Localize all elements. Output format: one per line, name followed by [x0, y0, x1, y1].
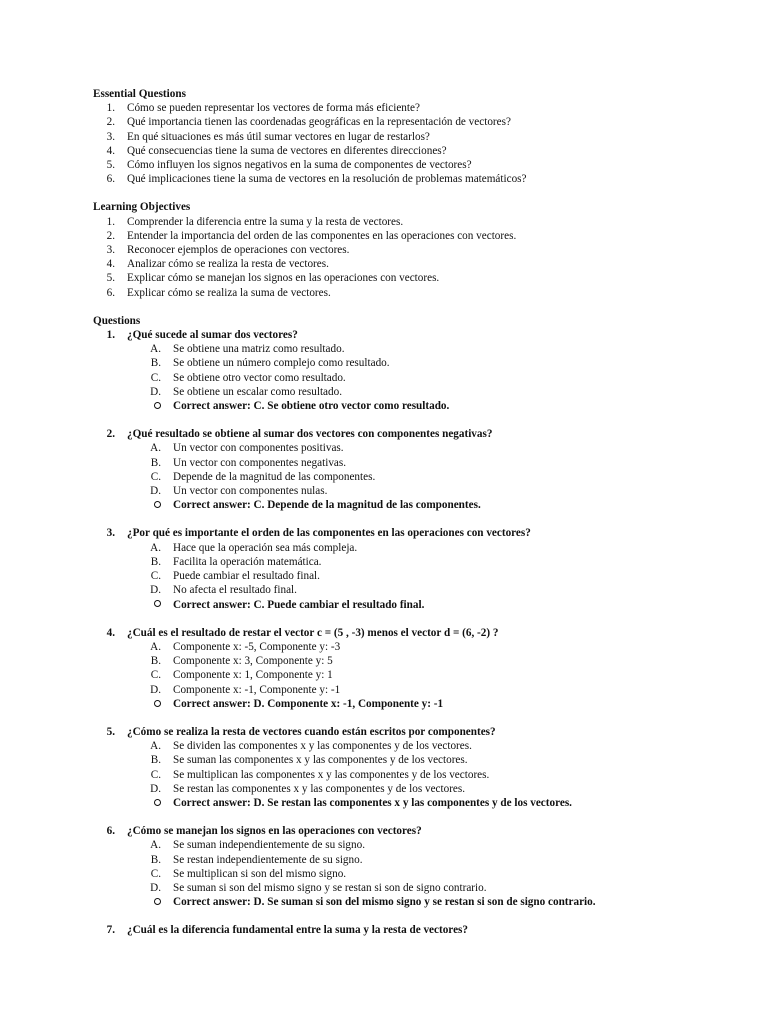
list-item: 6. Qué implicaciones tiene la suma de vectores en la resolución de problemas matemáticos?: [106, 173, 527, 186]
option-item: C. Se obtiene otro vector como resultado.: [150, 371, 346, 384]
option-item: D. No afecta el resultado final.: [150, 584, 297, 597]
option-item: C. Puede cambiar el resultado final.: [150, 570, 320, 583]
list-item: 1. Cómo se pueden representar los vectores de forma más eficiente?: [106, 102, 420, 115]
correct-answer: Correct answer: D. Se suman si son del mismo signo y se restan si son de signo contrario.: [93, 895, 768, 909]
option-item: A. Un vector con componentes positivas.: [150, 442, 344, 455]
option-item: B. Se restan independientemente de su signo.: [150, 853, 363, 866]
question-item: [93, 626, 768, 711]
circle-bullet-icon: [154, 700, 161, 707]
option-item: A. Componente x: -5, Componente y: -3: [150, 640, 341, 653]
essential-questions-list: [93, 101, 768, 186]
option-item: A. Se dividen las componentes x y las componentes y de los vectores.: [150, 740, 472, 753]
question-item: [93, 923, 768, 937]
option-item: D. Un vector con componentes nulas.: [150, 485, 328, 498]
circle-bullet-icon: [154, 600, 161, 607]
correct-answer: Correct answer: C. Puede cambiar el resultado final.: [93, 598, 768, 612]
question-item: [93, 725, 768, 810]
option-item: B. Se obtiene un número complejo como resultado.: [150, 357, 390, 370]
essential-questions-heading: Essential Questions: [93, 88, 186, 100]
list-item: 1. Comprender la diferencia entre la suma y la resta de vectores.: [106, 215, 404, 228]
correct-answer: Correct answer: C. Depende de la magnitud de las componentes.: [93, 498, 768, 512]
list-item: 4. Qué consecuencias tiene la suma de vectores en diferentes direcciones?: [106, 144, 447, 157]
options-list: [93, 441, 768, 512]
options-list: [93, 838, 768, 909]
option-item: A. Se suman independientemente de su signo.: [150, 839, 366, 852]
list-item: 5. Cómo influyen los signos negativos en la suma de componentes de vectores?: [106, 159, 472, 172]
correct-answer: Correct answer: C. Se obtiene otro vector como resultado.: [93, 399, 768, 413]
option-item: B. Facilita la operación matemática.: [150, 555, 322, 568]
list-item: 5. Explicar cómo se manejan los signos en las operaciones con vectores.: [106, 272, 440, 285]
option-item: C. Se multiplican si son del mismo signo.: [150, 867, 347, 880]
options-list: [93, 739, 768, 810]
circle-bullet-icon: [154, 898, 161, 905]
options-list: [93, 640, 768, 711]
question-text: 4. ¿Cuál es el resultado de restar el vector c = (5 , -3) menos el vector d = (6, -2) ?: [106, 626, 499, 639]
option-item: D. Componente x: -1, Componente y: -1: [150, 683, 341, 696]
option-item: D. Se restan las componentes x y las componentes y de los vectores.: [150, 782, 466, 795]
question-item: [93, 427, 768, 512]
question-text: 6. ¿Cómo se manejan los signos en las operaciones con vectores?: [106, 825, 422, 838]
circle-bullet-icon: [154, 402, 161, 409]
list-item: 3. En qué situaciones es más útil sumar vectores en lugar de restarlos?: [106, 130, 430, 143]
option-item: B. Un vector con componentes negativas.: [150, 456, 347, 469]
option-item: D. Se suman si son del mismo signo y se restan si son de signo contrario.: [150, 881, 487, 894]
list-item: 2. Entender la importancia del orden de las componentes en las operaciones con vectores.: [106, 229, 517, 242]
question-text: 3. ¿Por qué es importante el orden de las componentes en las operaciones con vectores?: [106, 527, 531, 540]
question-text: 2. ¿Qué resultado se obtiene al sumar dos vectores con componentes negativas?: [106, 428, 493, 441]
options-list: [93, 342, 768, 413]
learning-objectives-list: [93, 215, 768, 300]
list-item: 6. Explicar cómo se realiza la suma de vectores.: [106, 286, 331, 299]
list-item: 4. Analizar cómo se realiza la resta de vectores.: [106, 258, 329, 271]
option-item: B. Se suman las componentes x y las componentes y de los vectores.: [150, 754, 468, 767]
question-text: 1. ¿Qué sucede al sumar dos vectores?: [106, 329, 298, 342]
options-list: [93, 541, 768, 612]
option-item: C. Componente x: 1, Componente y: 1: [150, 669, 333, 682]
question-item: [93, 824, 768, 909]
option-item: A. Hace que la operación sea más compleja.: [150, 541, 358, 554]
question-text: 5. ¿Cómo se realiza la resta de vectores cuando están escritos por componentes?: [106, 725, 496, 738]
option-item: B. Componente x: 3, Componente y: 5: [150, 655, 333, 668]
learning-objectives-heading: Learning Objectives: [93, 201, 191, 214]
question-text: 7. ¿Cuál es la diferencia fundamental entre la suma y la resta de vectores?: [106, 924, 468, 937]
option-item: A. Se obtiene una matriz como resultado.: [150, 343, 345, 356]
list-item: 2. Qué importancia tienen las coordenadas geográficas en la representación de vectores?: [106, 116, 511, 129]
option-item: D. Se obtiene un escalar como resultado.: [150, 385, 342, 398]
questions-heading: Questions: [93, 314, 141, 327]
list-item: 3. Reconocer ejemplos de operaciones con vectores.: [106, 244, 350, 257]
circle-bullet-icon: [154, 501, 161, 508]
question-item: [93, 328, 768, 413]
correct-answer: Correct answer: D. Se restan las componentes x y las componentes y de los vectores.: [93, 796, 768, 810]
option-item: C. Se multiplican las componentes x y las componentes y de los vectores.: [150, 768, 490, 781]
correct-answer: Correct answer: D. Componente x: -1, Componente y: -1: [93, 697, 768, 711]
circle-bullet-icon: [154, 799, 161, 806]
option-item: C. Depende de la magnitud de las componentes.: [150, 470, 376, 483]
question-item: [93, 526, 768, 611]
